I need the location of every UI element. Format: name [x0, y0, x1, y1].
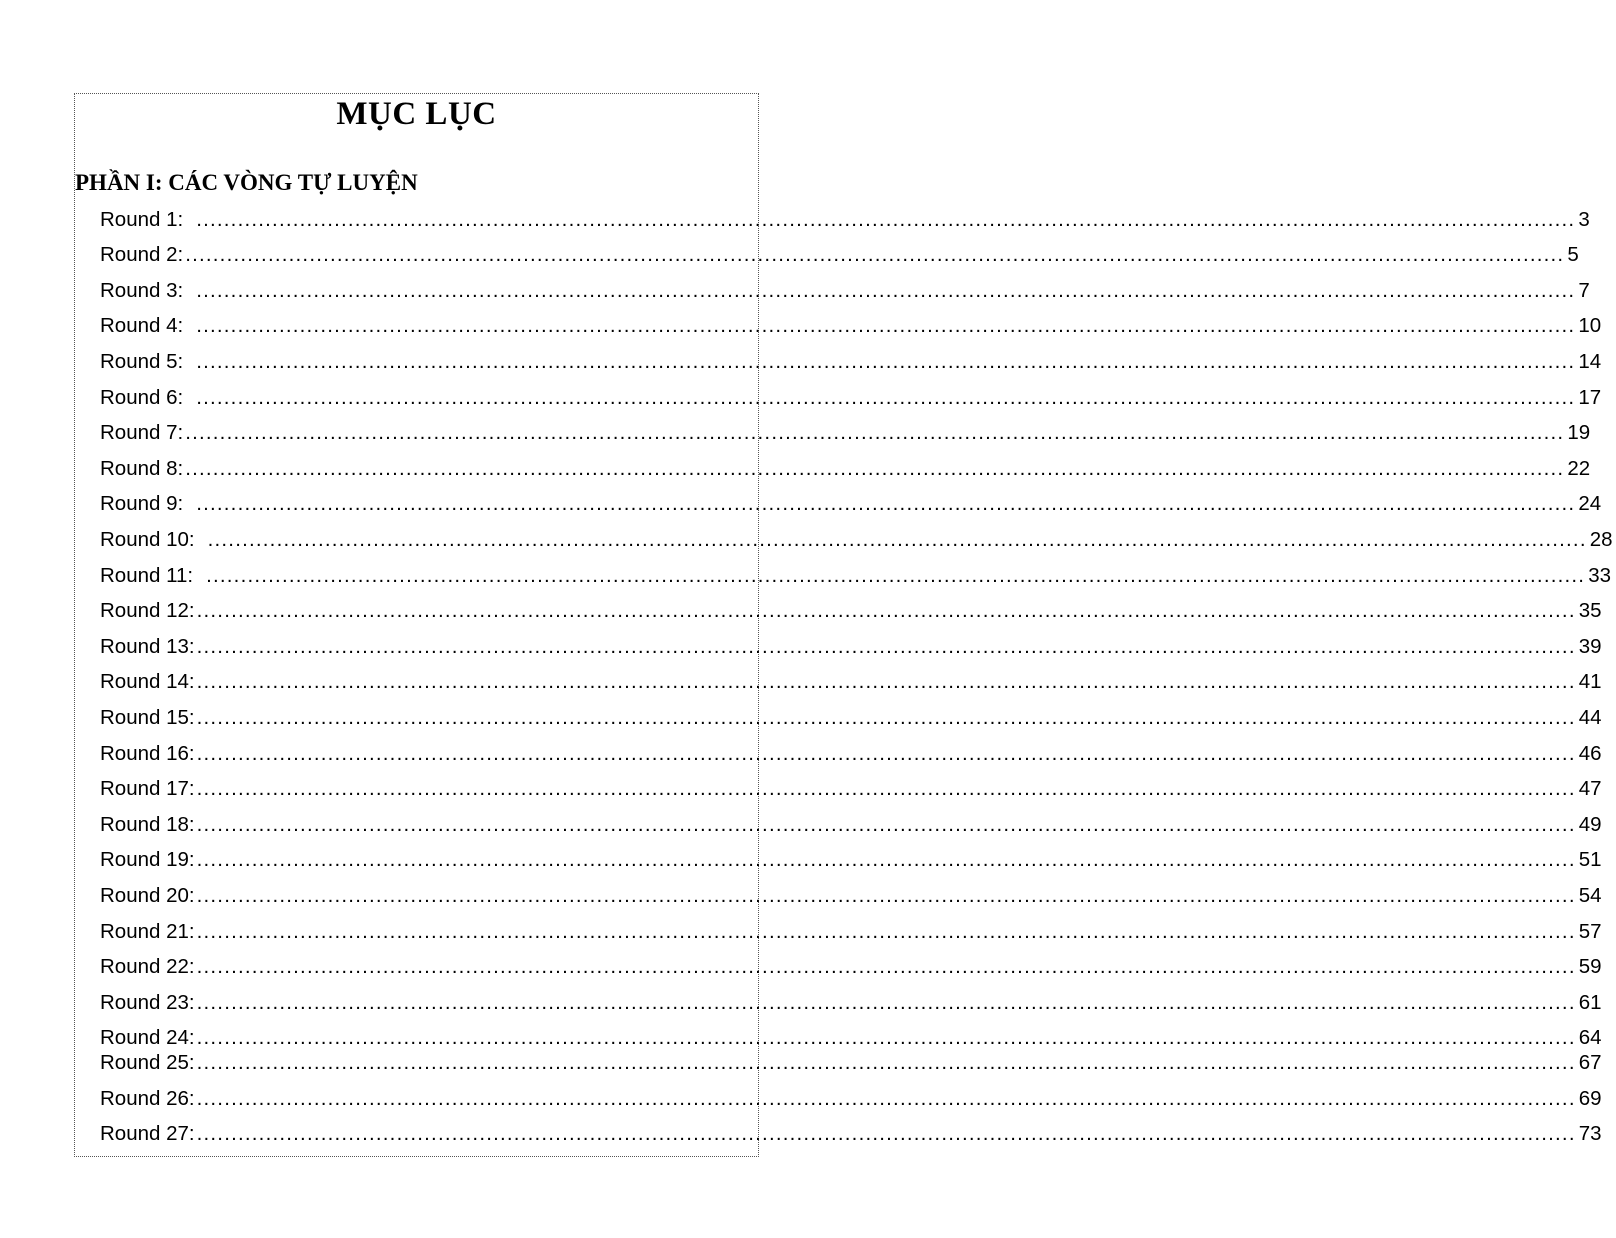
- toc-entry-page-number: 54: [1578, 884, 1602, 907]
- toc-entry[interactable]: [100, 881, 1602, 911]
- toc-entry[interactable]: [100, 1084, 1602, 1114]
- toc-entry-label: Round 3:: [100, 279, 184, 302]
- toc-dot-leader: ........................................................................................................................................................................................................: [196, 279, 1576, 302]
- toc-entry-page-number: 22: [1567, 457, 1591, 480]
- toc-dot-leader: ........................................................................................................................................................................................................: [196, 955, 1576, 978]
- toc-entry[interactable]: [100, 632, 1602, 662]
- toc-entry[interactable]: [100, 525, 1613, 555]
- toc-dot-leader: ........................................................................................................................................................................................................: [196, 742, 1576, 765]
- toc-dot-leader: ........................................................................................................................................................................................................: [196, 314, 1576, 337]
- toc-entry-label: Round 16:: [100, 742, 195, 765]
- toc-entry-page-number: 57: [1578, 920, 1602, 943]
- toc-entry-label: Round 9:: [100, 492, 184, 515]
- toc-entry-label: Round 17:: [100, 777, 195, 800]
- toc-dot-leader: ........................................................................................................................................................................................................: [196, 386, 1576, 409]
- toc-entry[interactable]: [100, 240, 1579, 270]
- toc-entry-page-number: 41: [1578, 670, 1602, 693]
- toc-dot-leader: ........................................................................................................................................................................................................: [196, 884, 1576, 907]
- toc-entry[interactable]: [100, 810, 1602, 840]
- toc-entry-page-number: 39: [1578, 635, 1602, 658]
- toc-entry-label: Round 4:: [100, 314, 184, 337]
- toc-entry-label: Round 19:: [100, 848, 195, 871]
- toc-entry[interactable]: [100, 454, 1591, 484]
- toc-entry-label: Round 8:: [100, 457, 184, 480]
- toc-entry[interactable]: [100, 952, 1602, 982]
- toc-entry-page-number: 3: [1578, 208, 1590, 231]
- toc-entry-page-number: 7: [1578, 279, 1590, 302]
- toc-entry-label: Round 13:: [100, 635, 195, 658]
- toc-dot-leader: ........................................................................................................................................................................................................: [196, 1087, 1576, 1110]
- toc-dot-leader: ........................................................................................................................................................................................................: [196, 492, 1576, 515]
- toc-dot-leader: ........................................................................................................................................................................................................: [196, 670, 1576, 693]
- toc-entry-label: Round 1:: [100, 208, 184, 231]
- toc-entry-label: Round 20:: [100, 884, 195, 907]
- toc-entry-label: Round 25:: [100, 1051, 195, 1074]
- toc-entry-label: Round 22:: [100, 955, 195, 978]
- toc-entry[interactable]: [100, 1119, 1602, 1149]
- toc-entry-label: Round 12:: [100, 599, 195, 622]
- toc-entry[interactable]: [100, 1048, 1602, 1078]
- toc-entry[interactable]: [100, 489, 1602, 519]
- toc-entry-page-number: 35: [1578, 599, 1602, 622]
- toc-entry-label: Round 14:: [100, 670, 195, 693]
- toc-entry[interactable]: [100, 739, 1602, 769]
- toc-entry[interactable]: [100, 383, 1602, 413]
- toc-entry[interactable]: [100, 418, 1591, 448]
- toc-dot-leader: ........................................................................................................................................................................................................: [185, 457, 1565, 480]
- toc-dot-leader: ........................................................................................................................................................................................................: [206, 564, 1586, 587]
- toc-entry-label: Round 26:: [100, 1087, 195, 1110]
- toc-entry[interactable]: [100, 703, 1602, 733]
- toc-entry[interactable]: [100, 276, 1590, 306]
- toc-dot-leader: ........................................................................................................................................................................................................: [196, 1122, 1576, 1145]
- toc-dot-leader: ........................................................................................................................................................................................................: [196, 777, 1576, 800]
- toc-dot-leader: ........................................................................................................................................................................................................: [196, 635, 1576, 658]
- toc-entry-page-number: 64: [1578, 1026, 1602, 1049]
- toc-entry[interactable]: [100, 596, 1602, 626]
- toc-entry-page-number: 51: [1578, 848, 1602, 871]
- toc-entry-page-number: 5: [1567, 243, 1579, 266]
- toc-entry-page-number: 73: [1578, 1122, 1602, 1145]
- toc-entry[interactable]: [100, 845, 1602, 875]
- toc-entry-page-number: 24: [1578, 492, 1602, 515]
- toc-dot-leader: ........................................................................................................................................................................................................: [185, 421, 1565, 444]
- toc-entry[interactable]: [100, 667, 1602, 697]
- toc-entry-page-number: 28: [1589, 528, 1613, 551]
- toc-entry-label: Round 7:: [100, 421, 184, 444]
- toc-entry-label: Round 10:: [100, 528, 195, 551]
- toc-dot-leader: ........................................................................................................................................................................................................: [196, 991, 1576, 1014]
- page-title: MỤC LỤC: [336, 96, 497, 132]
- toc-entry-label: Round 21:: [100, 920, 195, 943]
- toc-entry-page-number: 61: [1578, 991, 1602, 1014]
- toc-entry[interactable]: [100, 347, 1602, 377]
- toc-entry[interactable]: [100, 917, 1602, 947]
- toc-entry[interactable]: [100, 311, 1602, 341]
- toc-entry-label: Round 11:: [100, 564, 194, 587]
- toc-dot-leader: ........................................................................................................................................................................................................: [196, 1051, 1576, 1074]
- section-heading: PHẦN I: CÁC VÒNG TỰ LUYỆN: [75, 170, 418, 195]
- toc-entry-page-number: 33: [1588, 564, 1612, 587]
- toc-entry-page-number: 47: [1578, 777, 1602, 800]
- toc-entry-page-number: 49: [1578, 813, 1602, 836]
- toc-entry-label: Round 6:: [100, 386, 184, 409]
- toc-dot-leader: ........................................................................................................................................................................................................: [185, 243, 1565, 266]
- toc-entry[interactable]: [100, 774, 1602, 804]
- toc-dot-leader: ........................................................................................................................................................................................................: [196, 208, 1576, 231]
- toc-entry-label: Round 27:: [100, 1122, 195, 1145]
- toc-entry[interactable]: [100, 205, 1590, 235]
- toc-entry-label: Round 23:: [100, 991, 195, 1014]
- toc-entry-label: Round 24:: [100, 1026, 195, 1049]
- toc-dot-leader: ........................................................................................................................................................................................................: [196, 599, 1576, 622]
- toc-entry-page-number: 44: [1578, 706, 1602, 729]
- toc-entry-label: Round 2:: [100, 243, 184, 266]
- toc-entry[interactable]: [100, 561, 1612, 591]
- toc-dot-leader: ........................................................................................................................................................................................................: [207, 528, 1587, 551]
- toc-dot-leader: ........................................................................................................................................................................................................: [196, 813, 1576, 836]
- toc-entry-page-number: 46: [1578, 742, 1602, 765]
- toc-entry-page-number: 59: [1578, 955, 1602, 978]
- toc-entry[interactable]: [100, 988, 1602, 1018]
- toc-entry-page-number: 14: [1578, 350, 1602, 373]
- toc-entry-page-number: 67: [1578, 1051, 1602, 1074]
- toc-entry-label: Round 15:: [100, 706, 195, 729]
- toc-entry-page-number: 69: [1578, 1087, 1602, 1110]
- toc-dot-leader: ........................................................................................................................................................................................................: [196, 920, 1576, 943]
- toc-entry-label: Round 5:: [100, 350, 184, 373]
- toc-dot-leader: ........................................................................................................................................................................................................: [196, 706, 1576, 729]
- toc-dot-leader: ........................................................................................................................................................................................................: [196, 350, 1576, 373]
- toc-entry-page-number: 10: [1578, 314, 1602, 337]
- toc-entry-page-number: 17: [1578, 386, 1602, 409]
- toc-dot-leader: ........................................................................................................................................................................................................: [196, 1026, 1576, 1049]
- toc-entry-page-number: 19: [1567, 421, 1591, 444]
- toc-entry-label: Round 18:: [100, 813, 195, 836]
- toc-dot-leader: ........................................................................................................................................................................................................: [196, 848, 1576, 871]
